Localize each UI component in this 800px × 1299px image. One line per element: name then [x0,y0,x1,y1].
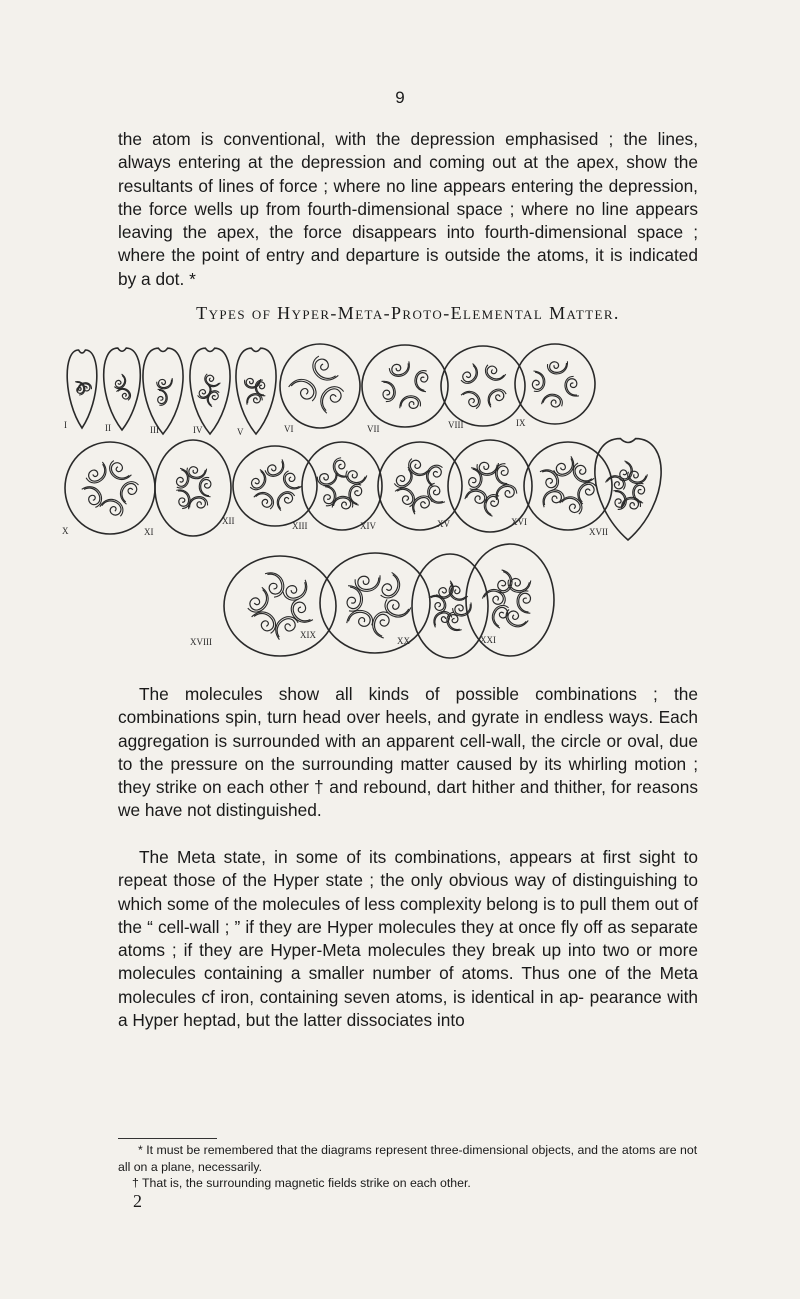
molecule-label-2: II [105,423,111,433]
molecule-cell-11 [155,440,231,536]
atom-8-1 [484,386,508,407]
molecule-cell-18 [224,556,336,656]
atom-3-2 [157,378,173,389]
atom-6-1 [308,353,338,385]
atom-6-3 [289,373,321,404]
paragraph-meta-state: The Meta state, in some of its combinations, appears at first sight to repeat those of the Hyper state ; the only obvious way of distinguishing to which some of the molecules of less complexity belong is to pull them out of the “ cell-wall ; ” if they are Hyper molecules they at once fly off as separate atoms ; if they are Hyper-Meta molecules they break up into two or more molecules containing a smaller number of atoms. Thus one of the Meta molecules cf iron, containing seven atoms, is identical in ap- pearance with a Hyper heptad, but the latter dissociates into [118,847,698,1031]
atom-swirl-icon [454,603,471,615]
atom-15-5 [495,464,509,485]
atom-9-2 [530,371,546,393]
atom-swirl-icon [266,461,286,477]
molecule-label-7: VII [367,424,380,434]
molecule-cell-20 [412,554,488,658]
molecule-label-12: XII [222,516,235,526]
atom-8-4 [482,362,506,385]
atom-11-3 [198,477,212,497]
atom-swirl-icon [266,572,283,595]
molecule-cell-13 [302,442,382,530]
footnotes [118,1142,700,1192]
atom-7-4 [389,361,411,377]
atom-8-3 [459,364,482,387]
atom-swirl-icon [175,469,190,487]
printer-signature: 2 [133,1191,142,1211]
molecule-label-11: XI [144,527,154,537]
footnote-2: † That is, the surrounding magnetic fields strike on each other. [132,1176,471,1190]
molecule-label-21: XXI [480,635,496,645]
atom-19-1 [377,572,405,602]
atom-swirl-icon [285,581,309,600]
molecule-label-9: IX [516,418,526,428]
atom-outline-icon [315,382,347,413]
atom-7-1 [413,369,430,392]
molecule-label-20: XX [397,636,410,646]
atom-18-6 [245,587,274,616]
atom-swirl-icon [177,490,189,507]
atom-16-2 [540,466,561,492]
paragraph-molecules: The molecules show all kinds of possible combinations ; the combinations spin, turn head over heels, and gyrate in endless ways. Each aggregation is surrounded with an apparent cell-wall, the circle or oval, due to the pressure on the surrounding matter caused by its whirling motion ; they strike on each other † and rebound, dart hither and thither, for reasons we have not distinguished. [118,684,698,821]
molecule-label-5: V [237,427,244,437]
atom-10-4 [116,478,142,504]
molecule-cell-16 [524,442,612,530]
molecule-label-4: IV [193,425,203,435]
atom-9-1 [542,392,565,410]
molecule-label-14: XIV [360,521,376,531]
atom-3-1 [157,389,168,405]
atom-17-2 [617,461,636,483]
atom-10-2 [84,462,111,487]
molecule-label-1: I [64,420,67,430]
atom-outline-icon [308,353,338,385]
atom-15-3 [466,468,484,492]
atom-5-3 [246,393,263,405]
atom-18-1 [265,571,286,599]
molecule-cell-9 [515,344,595,424]
molecule-cell-12 [233,446,317,526]
molecule-label-18: XVIII [190,637,212,647]
atom-7-3 [382,381,396,402]
atom-swirl-icon [542,490,563,506]
molecule-label-16: XVI [511,517,527,527]
atom-19-5 [345,586,365,613]
atom-13-5 [317,472,338,486]
section-heading: Types of Hyper-Meta-Proto-Elemental Matter. [196,303,620,323]
atom-swirl-icon [391,363,410,376]
molecule-label-8: VIII [448,420,464,430]
molecule-diagrams-figure [60,338,760,688]
atom-12-2 [280,469,301,493]
atom-7-2 [400,395,422,410]
atom-4-2 [202,372,220,390]
atom-swirl-icon [496,486,515,499]
molecule-label-15: XV [437,519,450,529]
atom-9-3 [547,361,567,375]
molecule-cell-17 [595,439,661,540]
atom-18-2 [282,580,311,603]
atom-12-3 [273,488,297,510]
molecule-label-13: XIII [292,521,308,531]
molecule-label-10: X [62,526,69,536]
atom-swirl-icon [385,598,410,620]
atom-16-1 [540,488,565,508]
atom-13-6 [332,457,349,479]
molecule-label-3: III [150,425,159,435]
page-number: 9 [395,88,405,107]
molecule-cell-8 [441,346,525,426]
footnote-rule [118,1138,217,1139]
atom-8-2 [461,387,484,411]
atom-20-4 [429,592,449,615]
atom-21-6 [516,590,532,613]
atom-outline-icon [289,373,321,404]
atom-17-6 [613,490,626,510]
atom-swirl-icon [346,469,366,485]
molecule-cell-10 [65,442,155,534]
atom-15-6 [495,484,517,500]
molecule-label-19: XIX [300,630,316,640]
atom-10-3 [106,458,132,485]
footnote-1: * It must be remembered that the diagrams represent three-dimensional objects, and the atoms are not all on a plane, necessarily. [118,1143,698,1174]
atom-14-1 [425,482,445,506]
atom-20-6 [446,582,468,604]
atom-19-2 [381,595,411,621]
paragraph-intro: the atom is conventional, with the depression emphasised ; the lines, always entering at the depression and coming out at the apex, show the resultants of lines of force ; where no line appears entering the depression, the force wells up from fourth-dimensional space ; where no line appears leaving the apex, the force disappears into fourth-dimensional space ; where the point of entry and departure is outside the atoms, it is indicated by a dot. * [118,129,698,289]
molecule-cell-7 [362,345,448,427]
atom-11-4 [188,496,207,509]
atom-9-4 [564,376,579,397]
atom-swirl-icon [427,485,443,505]
molecule-cell-6 [280,344,360,428]
atom-19-6 [355,575,380,592]
atom-13-2 [346,482,364,505]
molecule-label-6: VI [284,424,294,434]
molecule-cell-1 [67,350,97,428]
molecule-label-17: XVII [589,527,608,537]
atom-6-2 [315,382,347,413]
atom-12-4 [254,488,277,511]
atom-2-2 [112,374,128,391]
atom-swirl-icon [371,612,391,636]
atom-swirl-icon [466,488,486,505]
atom-18-3 [288,597,313,626]
molecule-cell-14 [378,442,462,530]
